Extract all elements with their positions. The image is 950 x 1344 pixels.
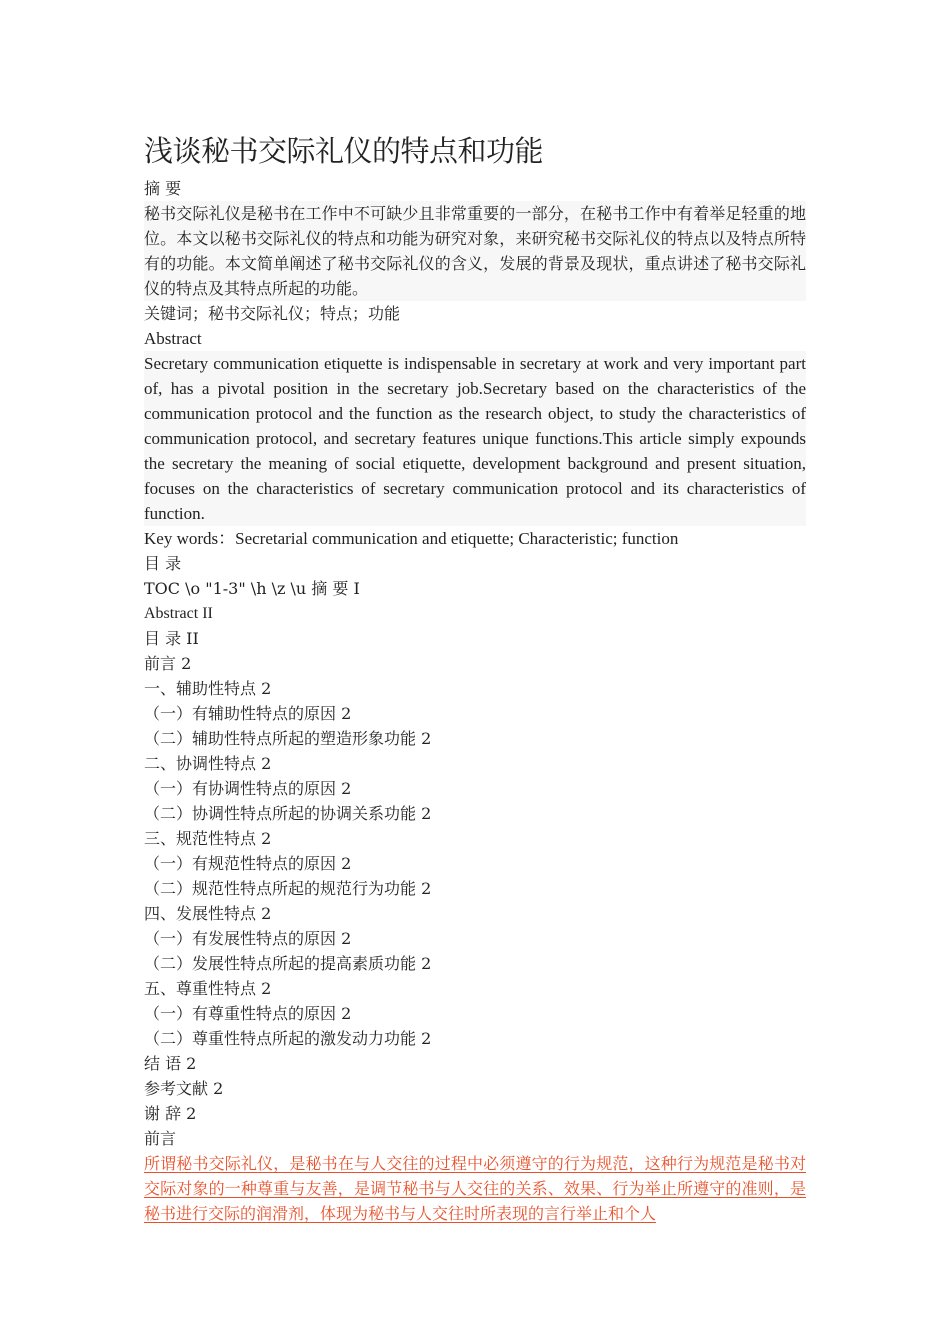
preface-heading: 前言	[144, 1129, 177, 1148]
keywords-en: Key words：Secretarial communication and etiquette; Characteristic; function	[144, 529, 679, 548]
table-of-contents	[144, 576, 806, 1126]
toc-item[interactable]: （二）辅助性特点所起的塑造形象功能 2	[144, 729, 432, 748]
abstract-cn-body: 秘书交际礼仪是秘书在工作中不可缺少且非常重要的一部分，在秘书工作中有着举足轻重的地位。本文以秘书交际礼仪的特点和功能为研究对象，来研究秘书交际礼仪的特点以及特点所特有的功能。本文简单阐述了秘书交际礼仪的含义，发展的背景及现状，重点讲述了秘书交际礼仪的特点及其特点所起的功能。	[144, 201, 806, 301]
keywords-cn: 关键词；秘书交际礼仪；特点；功能	[144, 304, 401, 323]
document-title: 浅谈秘书交际礼仪的特点和功能	[144, 134, 544, 168]
toc-item[interactable]: （二）规范性特点所起的规范行为功能 2	[144, 879, 432, 898]
toc-item[interactable]: （一）有发展性特点的原因 2	[144, 929, 352, 948]
toc-item[interactable]: （一）有规范性特点的原因 2	[144, 854, 352, 873]
toc-item[interactable]: 二、协调性特点 2	[144, 754, 272, 773]
toc-item[interactable]: 一、辅助性特点 2	[144, 679, 272, 698]
toc-item[interactable]: （一）有辅助性特点的原因 2	[144, 704, 352, 723]
abstract-en-body: Secretary communication etiquette is indispensable in secretary at work and very important part of, has a pivotal position in the secretary job.Secretary based on the characteristics of the communication protocol and the function as the research object, to study the characteristics of communication protocol, and secretary features unique functions.This article simply expounds the secretary the meaning of social etiquette, development background and present situation, focuses on the characteristics of secretary communication protocol and its characteristics of function.	[144, 351, 806, 526]
toc-heading: 目 录	[144, 554, 182, 573]
toc-item[interactable]: 前言 2	[144, 654, 192, 673]
toc-item[interactable]: 结 语 2	[144, 1054, 197, 1073]
toc-item[interactable]: 三、规范性特点 2	[144, 829, 272, 848]
toc-item[interactable]: （二）发展性特点所起的提高素质功能 2	[144, 954, 432, 973]
document-page	[144, 128, 806, 1226]
preface-body: 所谓秘书交际礼仪，是秘书在与人交往的过程中必须遵守的行为规范，这种行为规范是秘书对交际对象的一种尊重与友善，是调节秘书与人交往的关系、效果、行为举止所遵守的准则，是秘书进行交际的润滑剂，体现为秘书与人交往时所表现的言行举止和个人	[144, 1154, 806, 1223]
toc-item[interactable]: TOC \o "1-3" \h \z \u 摘 要 I	[144, 579, 360, 598]
toc-item[interactable]: 参考文献 2	[144, 1079, 224, 1098]
toc-item[interactable]: 目 录 II	[144, 629, 199, 648]
toc-item[interactable]: （二）协调性特点所起的协调关系功能 2	[144, 804, 432, 823]
toc-item[interactable]: 谢 辞 2	[144, 1104, 197, 1123]
abstract-cn-heading: 摘 要	[144, 179, 182, 198]
toc-item[interactable]: 四、发展性特点 2	[144, 904, 272, 923]
toc-item[interactable]: 五、尊重性特点 2	[144, 979, 272, 998]
toc-item[interactable]: （二）尊重性特点所起的激发动力功能 2	[144, 1029, 432, 1048]
toc-item[interactable]: （一）有协调性特点的原因 2	[144, 779, 352, 798]
toc-item[interactable]: （一）有尊重性特点的原因 2	[144, 1004, 352, 1023]
toc-item[interactable]: Abstract II	[144, 605, 213, 622]
abstract-en-heading: Abstract	[144, 329, 202, 348]
